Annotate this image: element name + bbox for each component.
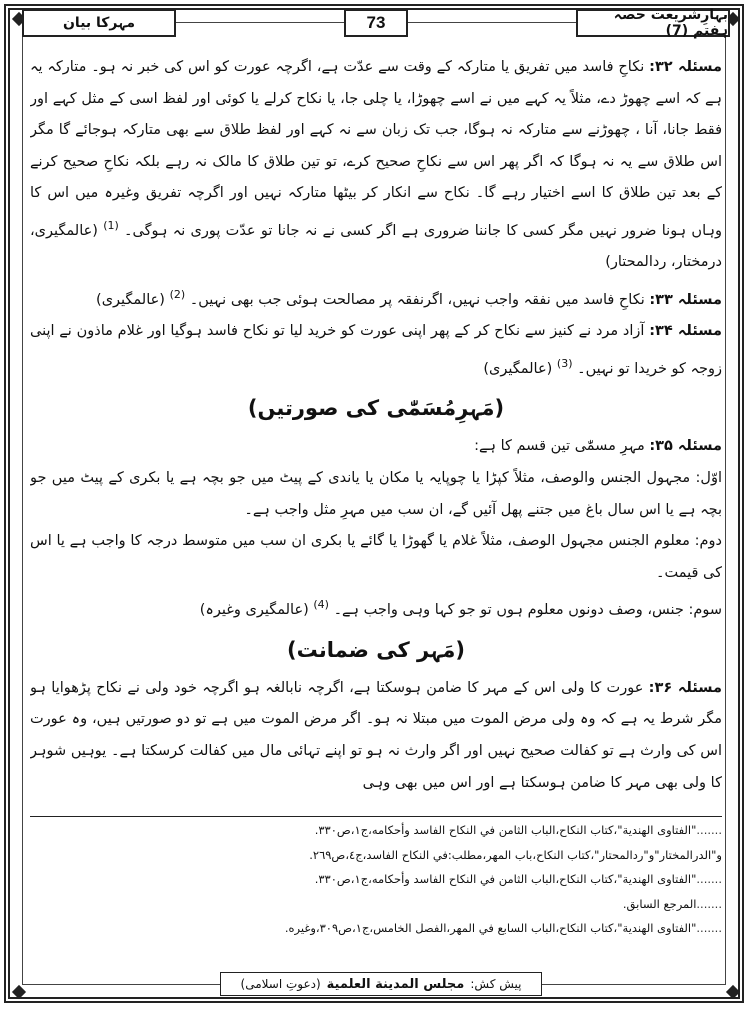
footnote-1 [30,818,722,843]
footer-org-name: مجلس المدينة العلمية [326,976,465,992]
footnote-leader: ....... [696,823,722,837]
masala-33 [30,279,722,316]
footnote-leader: ....... [696,872,722,886]
masala-35 [30,431,722,463]
masala-text: نکاحِ فاسد میں نفقہ واجب نہیں، اگرنفقہ پر مصالحت ہوئی جب بھی نہیں۔ [189,291,645,308]
footnote-1-continued [30,843,722,868]
masala-label: مسئلہ ۳۴: [649,323,722,340]
footnote-ref: (1) [103,218,119,232]
masala-text: عورت کا ولی اس کے مہر کا ضامن ہوسکتا ہے، اگرچہ نابالغہ ہو اگرچہ خود ولی نے نکاح پڑھوایا ہو مگر شرط یہ ہے کہ وہ ولی مرض الموت میں مبتلا نہ ہو۔ اگر مرض الموت میں ہے تو دو صورتیں ہیں، وہ عورت اس کی وارث ہے تو کفالت صحیح نہیں اور اگر وارث نہ ہو تو اپنے تہائی مال میں کفالت کرسکتا ہے۔ یوہیں شوہر کا ولی بھی مہر کا ضامن ہوسکتا ہے اور اس میں بھی وہی [30,679,722,791]
masala-label: مسئلہ ۳۵: [649,438,722,455]
source-citation: (عالمگیری) [483,360,553,377]
masala-text: مہرِ مسمّٰی تین قسم کا ہے: [474,438,645,455]
footnote-separator [30,816,722,817]
section-heading-mahr-zamanat: (مَہر کی ضمانت) [286,637,466,662]
footnote-ref: (3) [556,357,573,370]
footnote-ref: (2) [169,287,186,301]
book-title: بہارِشریعت حصہ ہفتم (7) [576,9,730,37]
footer-presented-by: پیش کش: [470,977,522,991]
page-number: 73 [344,9,408,37]
masala-text: نکاحِ فاسد میں تفریق یا متارکہ کے وقت سے عدّت ہے، اگرچہ عورت کو اس کی خبر نہ ہو۔ متارکہ یہ ہے کہ اسے چھوڑ دے، مثلاً یہ کہے میں نے اسے چھوڑا، یا چلی جا، یا نکاح کرلے یا کوئی اور لفظ اسی کے مثل کہے اور فقط جانا، آنا ، چھوڑنے سے متارکہ نہ ہوگا، جب تک زبان سے نہ کہے اور لفظ طلاق سے بھی متارکہ ہوجائے گا مگر اس طلاق سے یہ نہ ہوگا کہ اگر پھر اس سے نکاحِ صحیح کرے، تو تین طلاق کا مالک نہ رہے بلکہ نکاحِ صحیح کرنے کے بعد تین طلاق کا اسے اختیار رہے گا۔ نکاح سے انکار کر بیٹھا متارکہ نہیں اور اگرچہ تفریق وغیرہ میں اس کا وہاں ہونا ضرور نہیں مگر کسی کا جاننا ضروری ہے اگر کسی نے نہ جانا تو عدّت پوری نہ ہوگی۔ [30,59,722,239]
footer-org-sub: (دعوتِ اسلامی) [240,977,321,991]
page-footer [220,972,542,996]
footnote-4 [30,916,722,941]
section-heading-mahr-musamma: (مَہرِمُسَمّٰی کی صورتیں) [247,396,505,421]
footnote-3 [30,892,722,917]
type-soum [30,589,722,626]
footnote-2 [30,867,722,892]
section-title: مہرکا بیان [22,9,176,37]
type-awwal: اوّل: مجہول الجنس والوصف، مثلاً کپڑا یا چوپایہ یا مکان یا یاندی کے پیٹ میں جو بچہ ہے یا بکری کے پیٹ میں جو بچہ ہے یا اس سال باغ میں جتنے پھل آئیں گے، ان سب میں مہرِ مثل واجب ہے۔ [30,470,722,518]
source-citation: (عالمگیری وغیرہ) [199,602,309,619]
footnote-leader: ....... [696,896,722,911]
source-citation: (عالمگیری، درمختار، ردالمحتار) [30,222,722,271]
masala-label: مسئلہ ۳۲: [649,59,722,75]
footnote-text: "الفتاوى الهندية"،كتاب النكاح،الباب السابع في المهر،الفصل الخامس،ج١،ص٣٠٩،وغيره. [284,921,697,935]
footnotes [30,818,722,941]
footnote-text: "الفتاوى الهندية"،كتاب النكاح،الباب الثامن في النكاح الفاسد وأحكامه،ج١،ص٣٣٠. [314,872,697,886]
source-citation: (عالمگیری) [96,291,165,308]
masala-label: مسئلہ ۳۳: [649,291,722,308]
type-soum-text: سوم: جنس، وصف دونوں معلوم ہوں تو جو کہا وہی واجب ہے۔ [333,602,722,619]
footnote-text: "الفتاوى الهندية"،كتاب النكاح،الباب الثامن في النكاح الفاسد وأحكامه،ج١،ص٣٣٠. [314,823,697,837]
footnote-ref: (4) [313,598,329,612]
footnote-text: و"الدرالمختار"و"ردالمحتار"،كتاب النكاح،باب المهر،مطلب:في النكاح الفاسد،ج٤،ص٢٦٩. [309,847,722,862]
masala-36 [30,673,722,799]
masala-32 [30,52,722,279]
masala-label: مسئلہ ۳۶: [648,679,722,696]
page-header [22,8,730,38]
masala-text: آزاد مرد نے کنیز سے نکاح کر کے پھر اپنی عورت کو خرید لیا تو نکاح فاسد ہوگیا اور غلام ماذون نے اپنی زوجہ کو خریدا تو نہیں۔ [30,323,722,377]
masala-34 [30,316,722,385]
footnote-leader: ....... [696,921,722,935]
footnote-text: المرجع السابق. [622,896,697,911]
main-text [30,52,722,812]
type-doum: دوم: معلوم الجنس مجہول الوصف، مثلاً غلام یا گھوڑا یا گائے یا بکری ان سب میں متوسط درجہ کا واجب ہے یا اس کی قیمت۔ [30,533,722,581]
